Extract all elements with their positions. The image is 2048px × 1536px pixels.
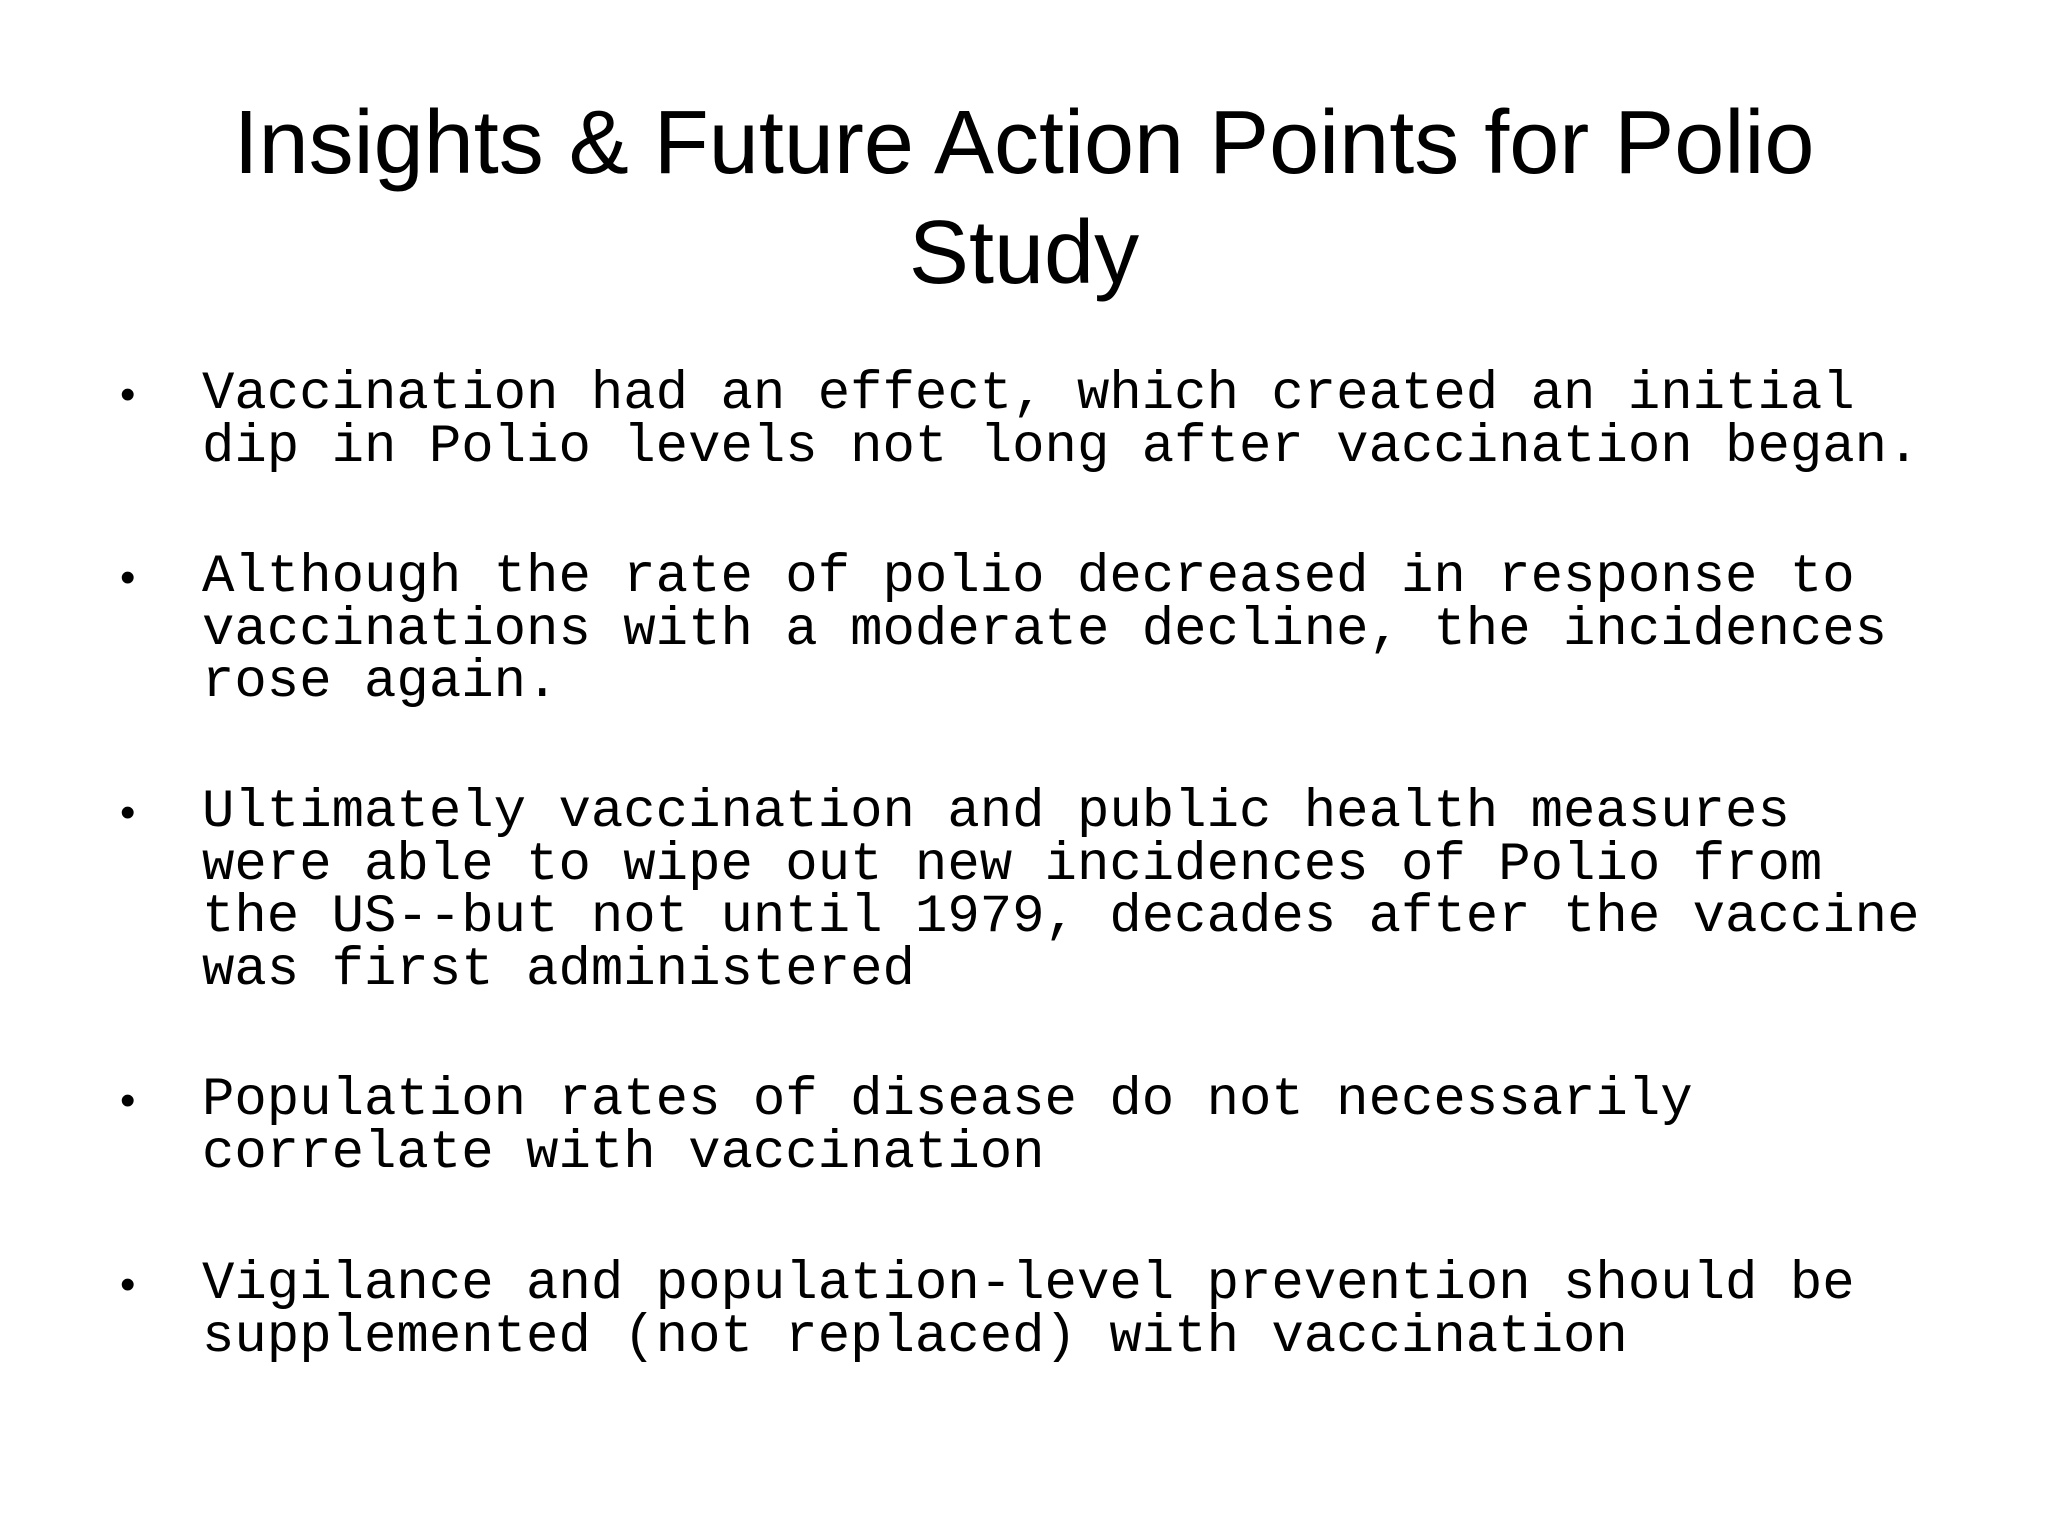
bullet-dot-icon: • — [120, 788, 136, 837]
bullet-text: Vigilance and population-level prevention should be supplemented (not replaced) with vaccination — [202, 1254, 1855, 1368]
bullet-dot-icon: • — [120, 1260, 136, 1309]
bullet-text: Population rates of disease do not necessarily correlate with vaccination — [202, 1070, 1693, 1184]
bullet-text: Ultimately vaccination and public health measures were able to wipe out new incidences of Polio from the US--but not until 1979, decades after the vaccine was first administered — [202, 782, 1920, 1001]
bullet-dot-icon: • — [120, 1076, 136, 1125]
bullet-dot-icon: • — [120, 370, 136, 419]
bullet-text: Vaccination had an effect, which created an initial dip in Polio levels not long after vaccination began. — [202, 364, 1920, 478]
slide-title-line-1: Insights & Future Action Points for Polio — [233, 93, 1815, 193]
bullet-dot-icon: • — [120, 553, 136, 602]
slide-title-line-2: Study — [908, 203, 1140, 303]
bullet-text: Although the rate of polio decreased in response to vaccinations with a moderate decline, the incidences rose again. — [202, 547, 1888, 713]
